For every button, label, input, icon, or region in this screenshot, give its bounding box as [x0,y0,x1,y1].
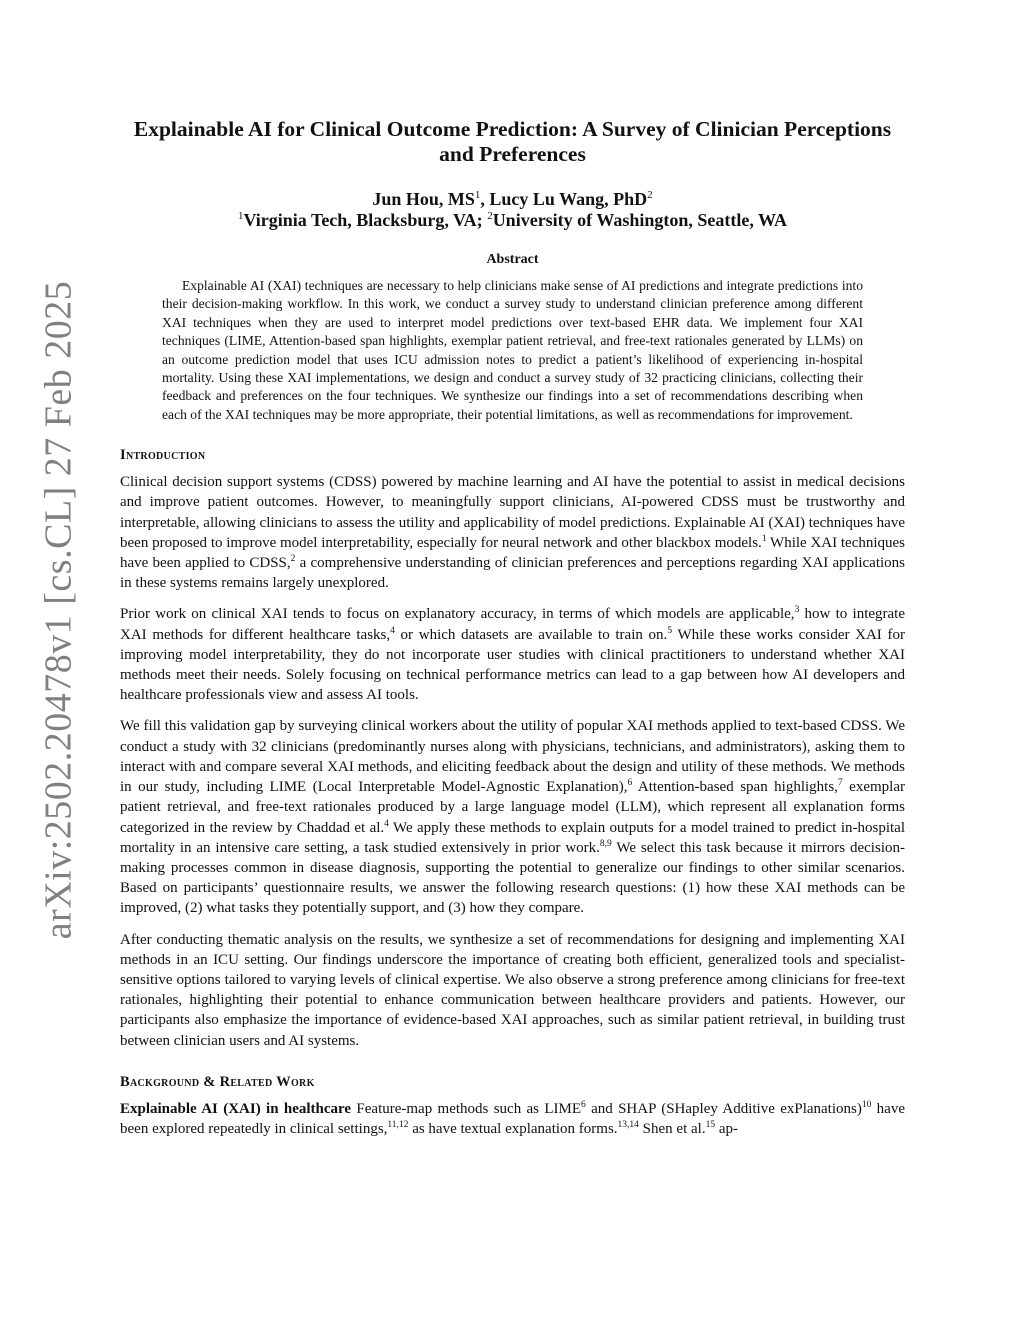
text-run: We fill this validation gap by surveying clinical workers about the utility of popular XAI methods applied to text-based CDSS. We conduct a study with 32 clinicians (predominantly nurses along with physicians, technicians, and administrators), asking them to interact with and compare several XAI methods, and eliciting feedback about the design and utility of these methods. We methods in our study, including LIME (Local Interpretable Model-Agnostic Explanation), [120,718,905,796]
text-run: While XAI techniques have been applied to CDSS, [120,534,906,572]
text-run: exemplar patient retrieval, and free-text rationales produced by a large language model (LLM), which represent all explanation forms categorized in the review by Chaddad et al. [120,779,905,836]
citation: 8,9 [599,838,612,849]
author-line [120,189,905,210]
text-run: a comprehensive understanding of clinician preferences and perceptions regarding XAI applications in these systems remains largely unexplored. [120,555,905,592]
text-run: ap- [715,1120,738,1137]
affiliation-line [120,210,905,231]
text-run: Prior work on clinical XAI tends to focus on explanatory accuracy, in terms of which models are applicable, [120,606,795,623]
paper-title: Explainable AI for Clinical Outcome Prediction: A Survey of Clinician Perceptions and Preferences [133,117,892,166]
citation: 7 [837,778,843,789]
intro-paragraph [120,472,905,593]
citation: 10 [861,1099,872,1110]
text-run: as have textual explanation forms. [408,1120,618,1137]
affiliation-mark: 1 [237,210,244,222]
citation: 6 [627,778,633,789]
citation: 5 [667,625,673,636]
intro-paragraph [120,716,905,918]
affiliation: University of Washington, Seattle, WA [492,210,788,230]
abstract-text: Explainable AI (XAI) techniques are necessary to help clinicians make sense of AI predictions and integrate predictions into their decision-making workflow. In this work, we conduct a survey study to understand clinician preference among different XAI techniques when they are used to interpret model predictions over text-based EHR data. We implement four XAI techniques (LIME, Attention-based span highlights, exemplar patient retrieval, and free-text rationales generated by LLMs) on an outcome prediction model that uses ICU admission notes to predict a patient’s likelihood of experiencing in-hospital mortality. Using these XAI implementations, we design and conduct a survey study of 32 practicing clinicians, collecting their feedback and preferences on the four techniques. We synthesize our findings into a set of recommendations describing when each of the XAI techniques may be more appropriate, their potential limitations, as well as recommendations for improvement. [162,278,863,422]
run-in-heading: Explainable AI (XAI) in healthcare [120,1100,352,1117]
arxiv-identifier [28,280,88,940]
text-run: have been explored repeatedly in clinical settings, [120,1100,905,1137]
text-run: how to integrate XAI methods for different healthcare tasks, [120,606,906,643]
citation: 4 [390,625,395,636]
section-heading-background: Background & Related Work [120,1073,315,1090]
author-block [120,189,905,231]
text-run: or which datasets are available to train on. [394,626,668,643]
text-run: Clinical decision support systems (CDSS) powered by machine learning and AI have the potential to assist in medical decisions and improve patient outcomes. However, to meaningfully support clinicians, AI-powered CDSS must be trustworthy and interpretable, allowing clinicians to assess the utility and applicability of model predictions. Explainable AI (XAI) techniques have been proposed to improve model interpretability, especially for neural network and other blackbox models. [120,474,905,551]
text-run: Feature-map methods such as LIME [351,1100,582,1117]
citation: 13,14 [617,1119,639,1130]
author-separator: , [480,189,490,209]
background-paragraph [120,1099,905,1139]
text-run: Shen et al. [638,1120,706,1137]
citation: 3 [794,605,800,616]
text-run: We select this task because it mirrors decision-making processes common in disease diagnosis, supporting the potential to generalize our findings to other similar scenarios. Based on participants’ questionnaire results, we answer the following research questions: (1) how these XAI methods can be improved, (2) what tasks they potentially support, and (3) how they compare. [120,839,905,917]
affiliation-mark: 2 [647,189,653,201]
arxiv-identifier-text: arXiv:2502.20478v1 [cs.CL] 27 Feb 2025 [37,280,80,940]
section-heading-introduction: Introduction [120,447,206,464]
intro-paragraph [120,604,905,705]
text-run: Attention-based span highlights, [632,779,838,796]
citation: 6 [581,1099,586,1110]
affiliation-mark: 1 [474,189,481,201]
intro-paragraph: After conducting thematic analysis on the results, we synthesize a set of recommendations for designing and implementing XAI methods in an ICU setting. Our findings underscore the importance of creating both efficient, generalized tools and specialist-sensitive options tailored to varying levels of clinical expertise. We also observe a strong preference among clinicians for free-text rationales, highlighting their potential to enhance communication between healthcare providers and patients. However, our participants also emphasize the importance of evidence-based XAI approaches, such as similar patient retrieval, in building trust between clinician users and AI systems. [120,931,905,1049]
citation: 4 [384,818,389,829]
text-run: and SHAP (SHapley Additive exPlanations) [585,1100,862,1117]
author-name: Lucy Lu Wang, PhD [489,189,648,209]
citation: 11,12 [387,1119,409,1130]
citation: 1 [761,533,767,544]
text-run: We apply these methods to explain outputs for a model trained to predict in-hospital mortality in an intensive care setting, a task studied extensively in prior work. [120,819,905,856]
text-run: While these works consider XAI for improving model interpretability, they do not incorporate user studies with clinical practitioners to understand whether XAI methods meet their needs. Solely focusing on technical performance metrics can lead to a gap between how AI developers and healthcare professionals view and assess AI tools. [120,626,905,704]
affiliation-mark: 2 [487,210,493,222]
citation: 2 [290,554,296,565]
affiliation: Virginia Tech, Blacksburg, VA; [243,210,488,230]
abstract-heading: Abstract [486,252,539,267]
citation: 15 [705,1119,716,1130]
author-name: Jun Hou, MS [372,189,475,209]
paper-page [120,0,905,1139]
